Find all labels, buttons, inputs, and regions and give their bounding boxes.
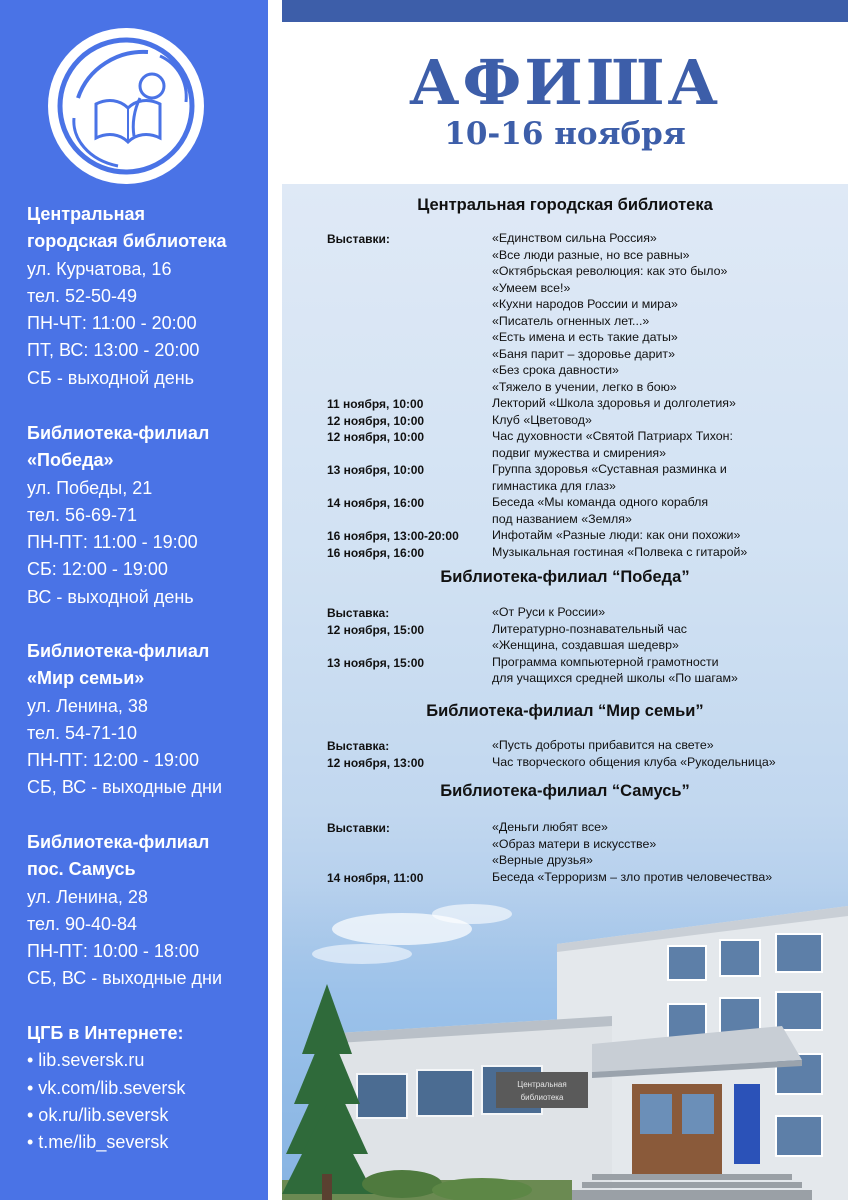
event-date: 12 ноября, 10:00: [327, 430, 425, 444]
event-description: Беседа «Мы команда одного корабля: [492, 495, 709, 509]
internet-title: ЦГБ в Интернете:: [27, 1023, 184, 1043]
branch-hours: СБ, ВС - выходные дни: [27, 968, 223, 989]
event-description: «Образ матери в искусстве»: [492, 836, 657, 851]
event-description: Инфотайм «Разные люди: как они похожи»: [492, 528, 741, 542]
branch-phone: тел. 54-71-10: [27, 722, 138, 743]
branch-hours: ВС - выходной день: [27, 586, 194, 607]
event-date: 14 ноября, 11:00: [327, 870, 424, 885]
event-description: Лекторий «Школа здоровья и долголетия»: [492, 396, 736, 410]
event-description: «Тяжело в учении, легко в бою»: [492, 379, 677, 394]
event-date: Выставки:: [327, 821, 390, 835]
event-description: Программа компьютерной грамотности: [492, 654, 719, 669]
event-description: Час творческого общения клуба «Рукодельница»: [492, 754, 776, 769]
branch-name: Библиотека-филиал: [27, 423, 210, 443]
branch-hours: СБ, ВС - выходные дни: [27, 777, 223, 798]
event-description: «Кухни народов России и мира»: [492, 297, 678, 311]
branch-address: ул. Курчатова, 16: [27, 258, 172, 279]
event-description: Музыкальная гостиная «Полвека с гитарой»: [492, 544, 748, 559]
section-title: Центральная городская библиотека: [417, 196, 713, 214]
event-description: «Единством сильна Россия»: [492, 231, 657, 245]
branch-name: Библиотека-филиал: [27, 832, 210, 852]
event-description: «Все люди разные, но все равны»: [492, 247, 690, 262]
event-description: Час духовности «Святой Патриарх Тихон:: [492, 429, 733, 443]
event-date: 16 ноября, 13:00-20:00: [327, 529, 459, 543]
event-description: «Писатель огненных лет...»: [492, 313, 650, 328]
event-description: «Деньги любят все»: [492, 820, 608, 834]
date-range: 10-16 ноября: [444, 116, 686, 152]
branch-name: Библиотека-филиал: [27, 641, 210, 661]
event-description: «Женщина, создавшая шедевр»: [492, 638, 679, 652]
event-description: для учащихся средней школы «По шагам»: [492, 671, 738, 685]
branch-address: ул. Победы, 21: [27, 477, 153, 498]
branch-address: ул. Ленина, 38: [27, 695, 148, 716]
branch-name: Центральная: [27, 204, 145, 224]
link-vk[interactable]: • vk.com/lib.seversk: [27, 1077, 186, 1098]
event-description: Литературно-познавательный час: [492, 621, 687, 636]
event-description: Группа здоровья «Суставная разминка и: [492, 462, 727, 476]
event-date: 16 ноября, 16:00: [327, 545, 425, 560]
event-description: «Октябрьская революция: как это было»: [492, 264, 728, 278]
header: [282, 22, 848, 184]
event-description: Беседа «Терроризм – зло против человечества»: [492, 869, 773, 884]
event-date: Выставка:: [327, 739, 390, 753]
sidebar: [0, 0, 268, 1200]
link-ok[interactable]: • ok.ru/lib.seversk: [27, 1104, 169, 1125]
branch-name: «Мир семьи»: [27, 668, 145, 689]
branch-central: [27, 201, 263, 392]
branch-hours: СБ - выходной день: [27, 367, 195, 388]
page-title: АФИША: [408, 46, 721, 119]
section-title: Библиотека-филиал “Мир семьи”: [426, 702, 704, 720]
branch-hours: ПН-ЧТ: 11:00 - 20:00: [27, 313, 197, 334]
library-building-photo: [282, 884, 848, 1200]
event-description: «Есть имена и есть такие даты»: [492, 330, 678, 344]
sign-text: Центральная: [517, 1080, 567, 1089]
event-description: «Пусть доброты прибавится на свете»: [492, 738, 714, 752]
branch-phone: тел. 56-69-71: [27, 504, 138, 525]
event-date: 14 ноября, 16:00: [327, 496, 425, 510]
link-telegram[interactable]: • t.me/lib_seversk: [27, 1132, 169, 1153]
top-strip: [282, 0, 848, 22]
event-description: «Верные друзья»: [492, 853, 593, 867]
branch-hours: ПН-ПТ: 11:00 - 19:00: [27, 532, 198, 553]
section-title: Библиотека-филиал “Победа”: [440, 568, 690, 586]
branch-phone: тел. 90-40-84: [27, 913, 138, 934]
branch-hours: ПН-ПТ: 10:00 - 18:00: [27, 941, 199, 962]
event-date: Выставки:: [327, 232, 390, 246]
sign-text: библиотека: [520, 1093, 564, 1102]
event-description: «Умеем все!»: [492, 280, 571, 295]
link-site[interactable]: • lib.seversk.ru: [27, 1050, 145, 1071]
branch-name: «Победа»: [27, 450, 114, 471]
event-description: гимнастика для глаз»: [492, 478, 616, 493]
branch-name: городская библиотека: [27, 231, 227, 252]
event-description: Клуб «Цветовод»: [492, 412, 592, 427]
library-logo: [48, 28, 204, 184]
branch-name: пос. Самусь: [27, 859, 136, 880]
event-date: 12 ноября, 13:00: [327, 755, 425, 770]
internet-links: [27, 1020, 263, 1156]
branch-hours: СБ: 12:00 - 19:00: [27, 559, 168, 580]
branch-pobeda: [27, 420, 263, 611]
event-description: «От Руси к России»: [492, 605, 606, 619]
branch-hours: ПТ, ВС: 13:00 - 20:00: [27, 340, 200, 361]
schedule: [282, 184, 848, 1200]
event-date: 11 ноября, 10:00: [327, 397, 424, 411]
book-reader-icon: [48, 28, 204, 184]
event-description: подвиг мужества и смирения»: [492, 445, 666, 460]
event-description: под названием «Земля»: [492, 511, 632, 526]
branch-phone: тел. 52-50-49: [27, 285, 138, 306]
section-title: Библиотека-филиал “Самусь”: [440, 782, 690, 800]
branch-address: ул. Ленина, 28: [27, 886, 148, 907]
event-date: 13 ноября, 10:00: [327, 463, 425, 477]
event-date: 12 ноября, 10:00: [327, 413, 425, 428]
event-date: 13 ноября, 15:00: [327, 655, 425, 670]
branch-hours: ПН-ПТ: 12:00 - 19:00: [27, 750, 199, 771]
event-description: «Баня парит – здоровье дарит»: [492, 346, 675, 361]
event-description: «Без срока давности»: [492, 363, 619, 377]
branch-mir-semyi: [27, 638, 263, 802]
branch-samus: [27, 829, 263, 993]
event-date: Выставка:: [327, 606, 390, 620]
event-date: 12 ноября, 15:00: [327, 622, 425, 637]
